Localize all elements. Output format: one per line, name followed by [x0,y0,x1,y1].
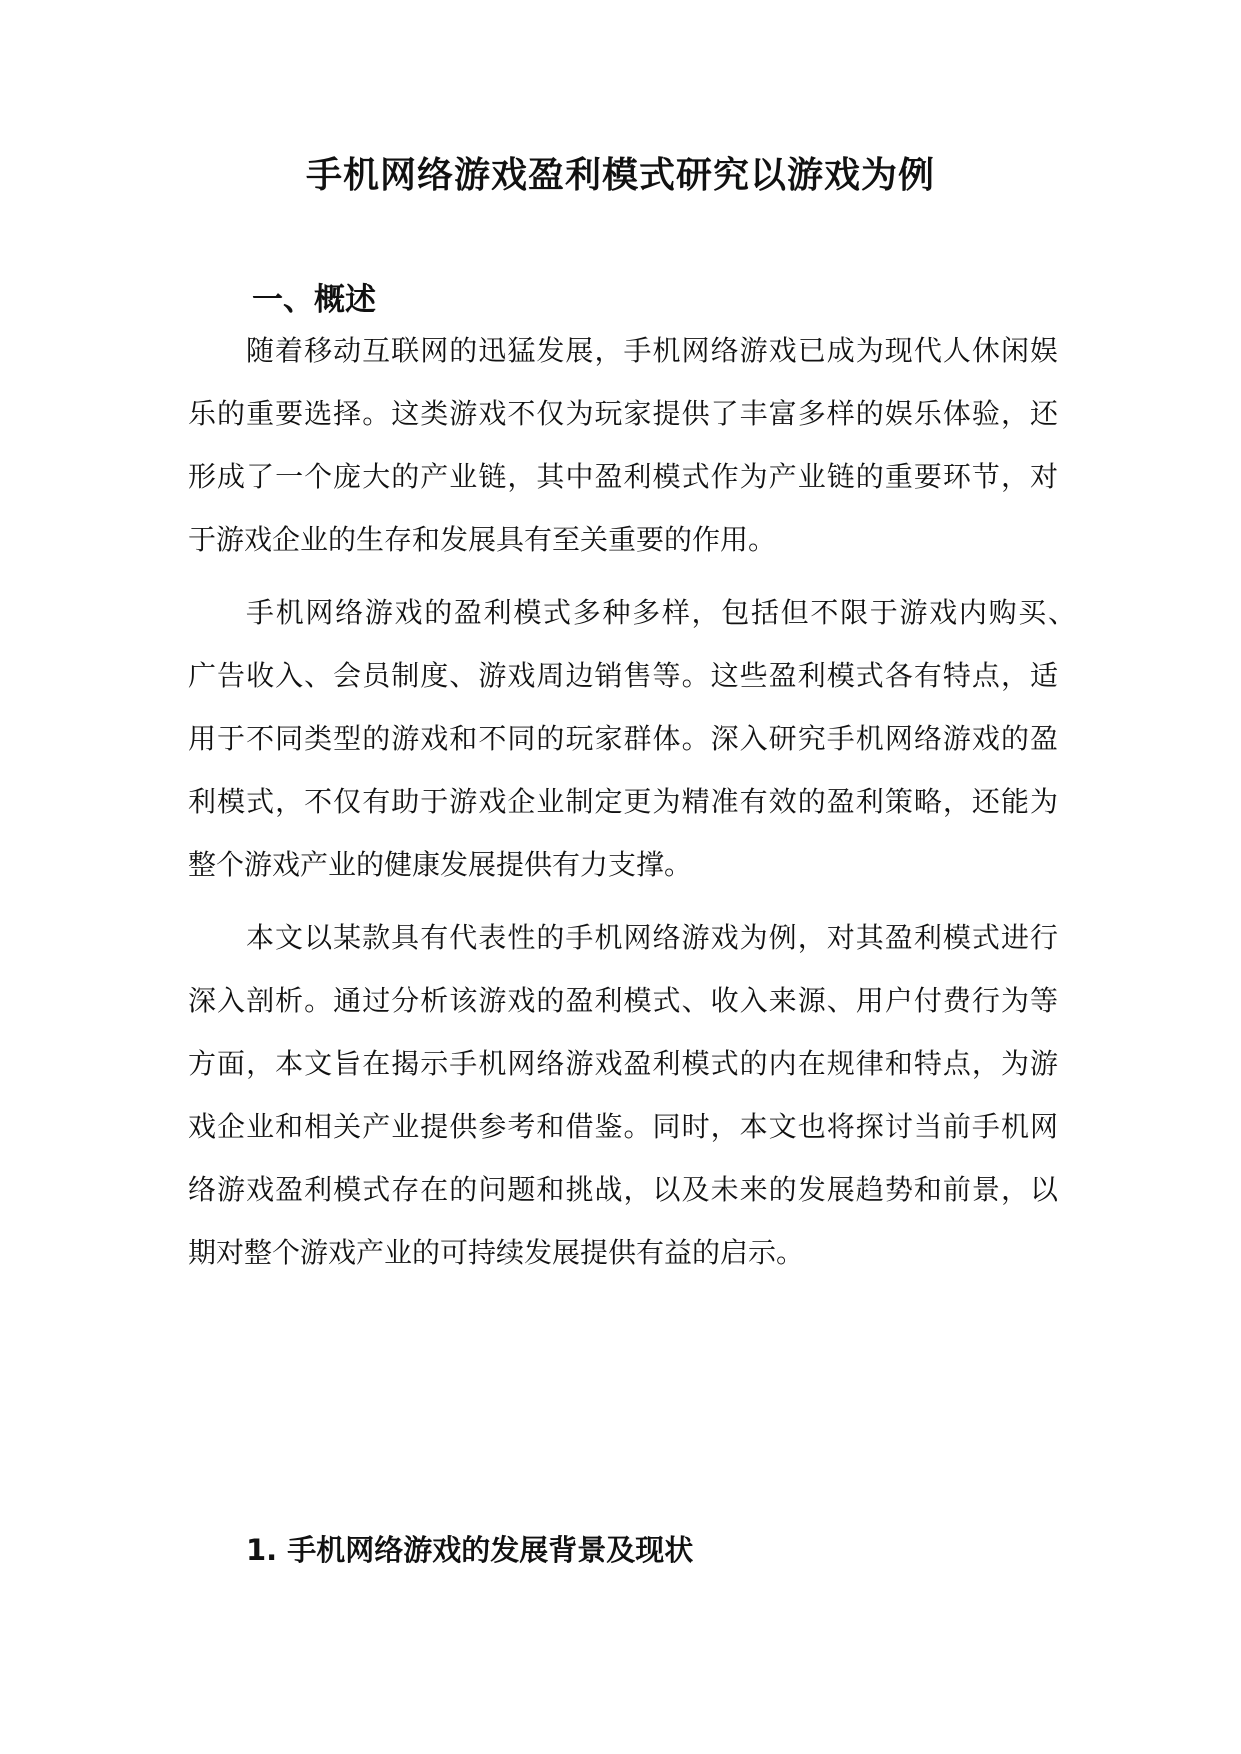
paragraph-line: 用于不同类型的游戏和不同的玩家群体。深入研究手机网络游戏的盈 [188,722,1058,755]
paragraph-line: 利模式，不仅有助于游戏企业制定更为精准有效的盈利策略，还能为 [188,785,1058,818]
section-heading-overview: 一、概述 [252,282,376,318]
paragraph-line: 于游戏企业的生存和发展具有至关重要的作用。 [188,523,777,556]
paragraph-line: 广告收入、会员制度、游戏周边销售等。这些盈利模式各有特点，适 [188,659,1058,692]
paragraph-line: 形成了一个庞大的产业链，其中盈利模式作为产业链的重要环节，对 [188,460,1058,493]
paragraph-line: 本文以某款具有代表性的手机网络游戏为例，对其盈利模式进行 [246,921,1058,954]
paragraph-line: 戏企业和相关产业提供参考和借鉴。同时，本文也将探讨当前手机网 [188,1110,1058,1143]
document-title: 手机网络游戏盈利模式研究以游戏为例 [305,155,935,196]
paragraph-line: 深入剖析。通过分析该游戏的盈利模式、收入来源、用户付费行为等 [188,984,1058,1017]
paragraph-line: 方面，本文旨在揭示手机网络游戏盈利模式的内在规律和特点，为游 [188,1047,1058,1080]
paragraph-line: 期对整个游戏产业的可持续发展提供有益的启示。 [188,1236,805,1269]
paragraph-line: 络游戏盈利模式存在的问题和挑战，以及未来的发展趋势和前景，以 [188,1173,1058,1206]
paragraph-line: 手机网络游戏的盈利模式多种多样，包括但不限于游戏内购买、 [246,596,1076,629]
paragraph-line: 整个游戏产业的健康发展提供有力支撑。 [188,848,693,881]
subsection-heading-background: 1. 手机网络游戏的发展背景及现状 [246,1533,694,1567]
paragraph-line: 随着移动互联网的迅猛发展，手机网络游戏已成为现代人休闲娱 [246,334,1058,367]
paragraph-line: 乐的重要选择。这类游戏不仅为玩家提供了丰富多样的娱乐体验，还 [188,397,1058,430]
